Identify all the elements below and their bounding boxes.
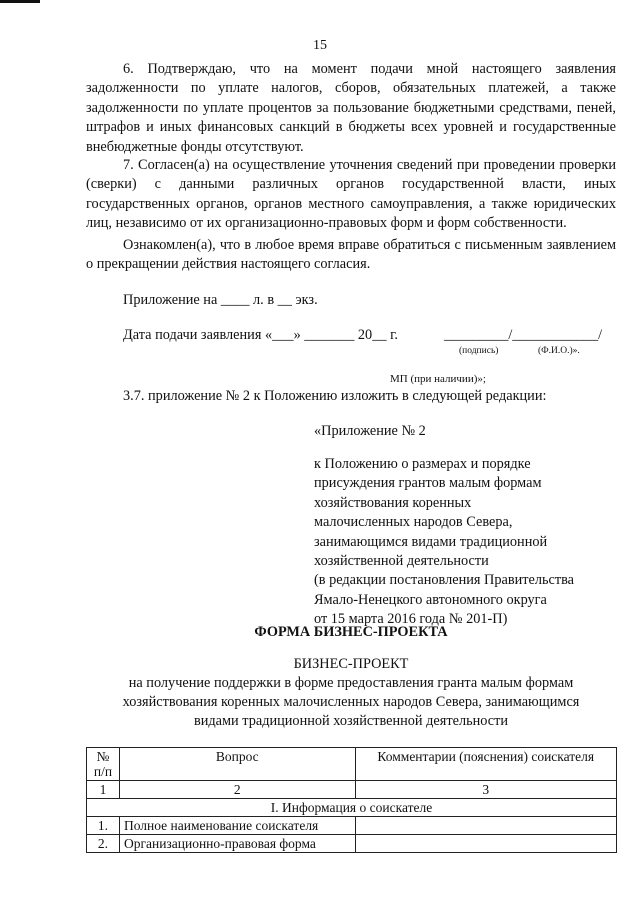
signature-caption: (подпись) — [459, 346, 499, 356]
paragraph-6: 6. Подтверждаю, что на момент подачи мной настоящего заявления задолженности по уплате налогов, сборов, обязательных платежей, а также задолженности по уплате процентов за пользование бюджетными средствами, пеней, штрафов и иных финансовых санкций в бюджеты всех уровней и государственные внебюджетные фонды отсутствуют. — [86, 61, 616, 155]
header-comments: Комментарии (пояснения) соискателя — [355, 748, 616, 781]
appendix-line: хозяйствования коренных — [314, 494, 472, 511]
subtitle-line: видами традиционной хозяйственной деятельности — [193, 713, 508, 729]
table-header-row — [87, 748, 617, 781]
date-line: Дата подачи заявления «___» _______ 20__ г. — [123, 327, 398, 343]
appendix-title — [314, 422, 614, 441]
appendix-title-text: «Приложение № 2 — [314, 423, 426, 439]
appendix-line: малочисленных народов Севера, — [314, 514, 513, 531]
table-row — [87, 817, 617, 835]
table-section-row — [87, 799, 617, 817]
subtitle-line: на получение поддержки в форме предоставления гранта малым формам — [128, 675, 574, 691]
form-heading: ФОРМА БИЗНЕС-ПРОЕКТА — [254, 624, 448, 640]
appendix-line: (в редакции постановления Правительства — [314, 572, 575, 589]
appendix-line: Ямало-Ненецкого автономного округа — [314, 591, 547, 608]
row-number: 2. — [87, 835, 120, 853]
mp-line: МП (при наличии)»; — [390, 373, 486, 385]
appendix-line: занимающимся видами традиционной — [314, 533, 548, 550]
subtitle-line: хозяйствования коренных малочисленных народов Севера, занимающимся — [122, 694, 580, 710]
appendix-line: присуждения грантов малым формам — [314, 475, 542, 492]
attachment-line: Приложение на ____ л. в __ экз. — [123, 292, 318, 308]
section-title: I. Информация о соискателе — [87, 799, 617, 817]
column-number: 1 — [87, 781, 120, 799]
table-numbering-row — [87, 781, 617, 799]
business-project-title: БИЗНЕС-ПРОЕКТ — [293, 656, 409, 672]
page-number: 15 — [313, 38, 327, 53]
paragraph-7: 7. Согласен(а) на осуществление уточнения сведений при проведении проверки (сверки) с данными различных органов государственной власти, иных государственных органов, органов местного самоуправления, а также юридических лиц, независимо от их организационно-правовых форм и форм собственности. — [86, 157, 616, 232]
business-project-subtitle — [86, 674, 616, 731]
header-number: № п/п — [87, 748, 120, 781]
header-question: Вопрос — [119, 748, 355, 781]
column-number: 2 — [119, 781, 355, 799]
paragraph-acknowledgement: Ознакомлен(а), что в любое время вправе обратиться с письменным заявлением о прекращении действия настоящего согласия. — [86, 237, 616, 273]
clause-3-7: 3.7. приложение № 2 к Положению изложить в следующей редакции: — [123, 388, 547, 404]
row-question: Организационно-правовая форма — [119, 835, 355, 853]
table-row — [87, 835, 617, 853]
row-comment — [355, 817, 616, 835]
appendix-line: от 15 марта 2016 года № 201-П) — [314, 611, 508, 628]
row-comment — [355, 835, 616, 853]
row-question: Полное наименование соискателя — [119, 817, 355, 835]
business-project-table — [86, 747, 617, 853]
signature-line: _________/____________/ — [444, 327, 603, 343]
column-number: 3 — [355, 781, 616, 799]
appendix-line: хозяйственной деятельности — [314, 553, 489, 570]
row-number: 1. — [87, 817, 120, 835]
fio-caption: (Ф.И.О.)». — [538, 346, 580, 356]
top-rule — [0, 0, 40, 3]
appendix-line: к Положению о размерах и порядке — [314, 456, 531, 472]
appendix-block — [314, 455, 614, 630]
